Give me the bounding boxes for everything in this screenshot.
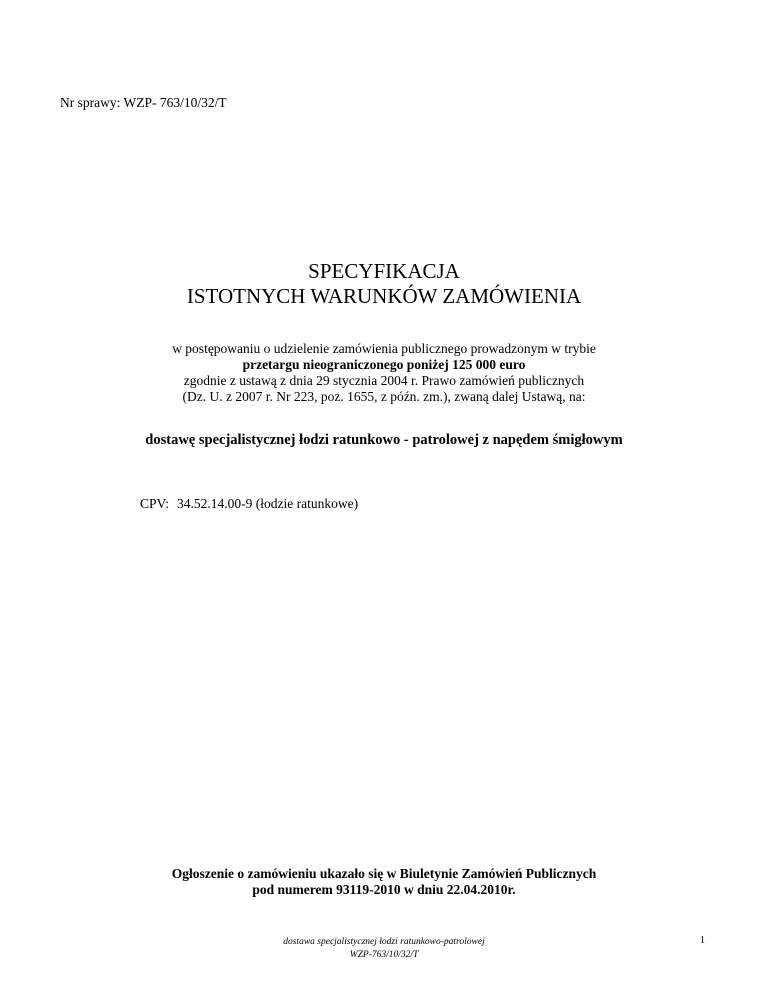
intro-line-1: w postępowaniu o udzielenie zamówienia publicznego prowadzonym w trybie <box>172 341 596 356</box>
footer-line-2: WZP-763/10/32/T <box>349 950 419 960</box>
procurement-subject: dostawę specjalistycznej łodzi ratunkowo - patrolowej z napędem śmigłowym <box>145 432 623 448</box>
footer-line-1: dostawa specjalistycznej łodzi ratunkowo-patrolowej <box>283 937 485 947</box>
document-title-line-1: SPECYFIKACJA <box>308 259 460 283</box>
intro-line-2-tender-mode: przetargu nieograniczonego poniżej 125 000 euro <box>242 357 526 372</box>
intro-line-4: (Dz. U. z 2007 r. Nr 223, poz. 1655, z późn. zm.), zwaną dalej Ustawą, na: <box>182 389 586 404</box>
page-number: 1 <box>700 935 705 946</box>
case-number: Nr sprawy: WZP- 763/10/32/T <box>60 95 227 110</box>
notice-line-2: pod numerem 93119-2010 w dniu 22.04.2010r. <box>252 882 516 897</box>
cpv-code: 34.52.14.00-9 (łodzie ratunkowe) <box>177 496 359 511</box>
cpv-line <box>140 496 358 512</box>
intro-line-3: zgodnie z ustawą z dnia 29 stycznia 2004 r. Prawo zamówień publicznych <box>183 373 585 388</box>
cpv-label: CPV: <box>140 496 170 511</box>
document-title-line-2: ISTOTNYCH WARUNKÓW ZAMÓWIENIA <box>186 284 582 308</box>
notice-line-1: Ogłoszenie o zamówieniu ukazało się w Biuletynie Zamówień Publicznych <box>171 866 597 881</box>
